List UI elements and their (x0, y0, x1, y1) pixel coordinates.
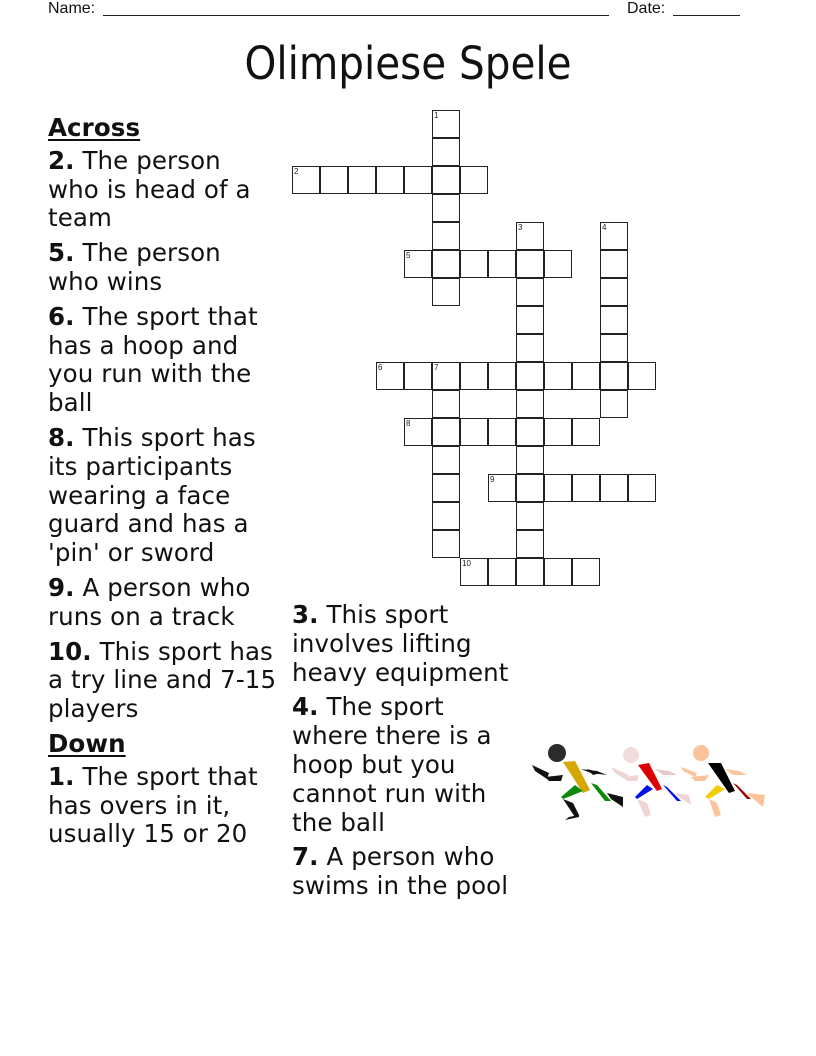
grid-cell[interactable] (488, 250, 516, 278)
grid-cell[interactable] (432, 502, 460, 530)
date-field-line[interactable] (673, 15, 740, 16)
clue-text: The sport that has a hoop and you run with the ball (48, 301, 258, 418)
cell-number: 2 (294, 167, 299, 176)
grid-cell[interactable] (376, 362, 404, 390)
grid-cell[interactable] (516, 278, 544, 306)
grid-cell[interactable] (432, 222, 460, 250)
cell-number: 5 (406, 251, 411, 260)
grid-cell[interactable] (600, 250, 628, 278)
grid-cell[interactable] (460, 558, 488, 586)
clue-number: 6. (48, 301, 75, 331)
grid-cell[interactable] (320, 166, 348, 194)
grid-cell[interactable] (460, 362, 488, 390)
cell-number: 7 (434, 363, 439, 372)
clue-text: A person who runs on a track (48, 572, 251, 631)
grid-cell[interactable] (572, 558, 600, 586)
olympic-runners-icon (525, 735, 775, 830)
grid-cell[interactable] (516, 418, 544, 446)
page-title: Olimpiese Spele (244, 37, 572, 90)
grid-cell[interactable] (516, 306, 544, 334)
grid-cell[interactable] (600, 362, 628, 390)
clue-text: A person who swims in the pool (292, 842, 509, 901)
clue-number: 3. (292, 600, 319, 629)
grid-cell[interactable] (516, 222, 544, 250)
cell-number: 8 (406, 419, 411, 428)
clue-number: 2. (48, 145, 75, 175)
grid-cell[interactable] (404, 250, 432, 278)
grid-cell[interactable] (432, 530, 460, 558)
clue-number: 7. (292, 842, 319, 872)
grid-cell[interactable] (404, 418, 432, 446)
grid-cell[interactable] (544, 558, 572, 586)
grid-cell[interactable] (432, 362, 460, 390)
grid-cell[interactable] (432, 110, 460, 138)
cell-number: 4 (602, 223, 607, 232)
grid-cell[interactable] (460, 250, 488, 278)
clue-number: 10. (48, 636, 92, 666)
clue-text: The sport that has overs in it, usually 15 or 20 (48, 761, 258, 849)
clue-down-7 (292, 843, 522, 901)
clue-across-6 (48, 303, 278, 418)
clue-across-8 (48, 424, 278, 568)
grid-cell[interactable] (516, 530, 544, 558)
grid-cell[interactable] (516, 446, 544, 474)
grid-cell[interactable] (600, 474, 628, 502)
clue-number: 4. (292, 692, 319, 722)
grid-cell[interactable] (600, 334, 628, 362)
clue-text: This sport involves lifting heavy equipment (292, 600, 509, 687)
grid-cell[interactable] (376, 166, 404, 194)
grid-cell[interactable] (404, 166, 432, 194)
grid-cell[interactable] (600, 222, 628, 250)
grid-cell[interactable] (600, 278, 628, 306)
grid-cell[interactable] (516, 502, 544, 530)
clue-text: This sport has its participants wearing a face guard and has a 'pin' or sword (48, 422, 256, 568)
name-field-line[interactable] (103, 15, 609, 16)
grid-cell[interactable] (460, 166, 488, 194)
clue-number: 5. (48, 238, 75, 268)
grid-cell[interactable] (292, 166, 320, 194)
grid-cell[interactable] (516, 362, 544, 390)
name-label: Name: (48, 0, 96, 17)
clue-across-9 (48, 574, 278, 632)
grid-cell[interactable] (404, 362, 432, 390)
crossword-grid (292, 110, 684, 586)
clue-number: 9. (48, 572, 75, 602)
cell-number: 6 (378, 363, 383, 372)
grid-cell[interactable] (544, 362, 572, 390)
grid-cell[interactable] (432, 418, 460, 446)
grid-cell[interactable] (432, 390, 460, 418)
grid-cell[interactable] (516, 250, 544, 278)
grid-cell[interactable] (572, 418, 600, 446)
grid-cell[interactable] (460, 418, 488, 446)
grid-cell[interactable] (628, 362, 656, 390)
grid-cell[interactable] (488, 418, 516, 446)
grid-cell[interactable] (432, 446, 460, 474)
grid-cell[interactable] (628, 474, 656, 502)
grid-cell[interactable] (432, 474, 460, 502)
clues-middle-column (292, 601, 522, 907)
clue-across-2 (48, 147, 278, 233)
grid-cell[interactable] (432, 138, 460, 166)
clue-text: The person who wins (48, 238, 221, 296)
clue-number: 8. (48, 422, 75, 452)
date-label: Date: (627, 0, 666, 17)
cell-number: 1 (434, 111, 439, 120)
cell-number: 9 (490, 475, 495, 484)
clue-across-10 (48, 638, 278, 724)
grid-cell[interactable] (544, 418, 572, 446)
grid-cell[interactable] (348, 166, 376, 194)
grid-cell[interactable] (488, 474, 516, 502)
cell-number: 10 (462, 559, 471, 568)
clue-down-4 (292, 693, 522, 837)
grid-cell[interactable] (488, 558, 516, 586)
clues-left-column (48, 114, 278, 855)
grid-cell[interactable] (600, 390, 628, 418)
grid-cell[interactable] (432, 194, 460, 222)
grid-cell[interactable] (432, 278, 460, 306)
across-heading: Across (48, 113, 141, 142)
cell-number: 3 (518, 223, 523, 232)
clue-number: 1. (48, 761, 75, 791)
clue-text: The sport where there is a hoop but you cannot run with the ball (292, 692, 492, 837)
grid-cell[interactable] (516, 558, 544, 586)
clue-text: The person who is head of a team (48, 145, 251, 233)
clue-down-1 (48, 763, 278, 849)
grid-cell[interactable] (432, 250, 460, 278)
clue-text: This sport has a try line and 7-15 players (48, 636, 277, 724)
clue-across-5 (48, 239, 278, 297)
down-heading: Down (48, 728, 126, 758)
grid-cell[interactable] (572, 474, 600, 502)
grid-cell[interactable] (544, 250, 572, 278)
grid-cell[interactable] (516, 390, 544, 418)
grid-cell[interactable] (432, 166, 460, 194)
grid-cell[interactable] (488, 362, 516, 390)
grid-cell[interactable] (600, 306, 628, 334)
grid-cell[interactable] (516, 334, 544, 362)
grid-cell[interactable] (516, 474, 544, 502)
grid-cell[interactable] (544, 474, 572, 502)
clue-down-3 (292, 601, 522, 687)
grid-cell[interactable] (572, 362, 600, 390)
